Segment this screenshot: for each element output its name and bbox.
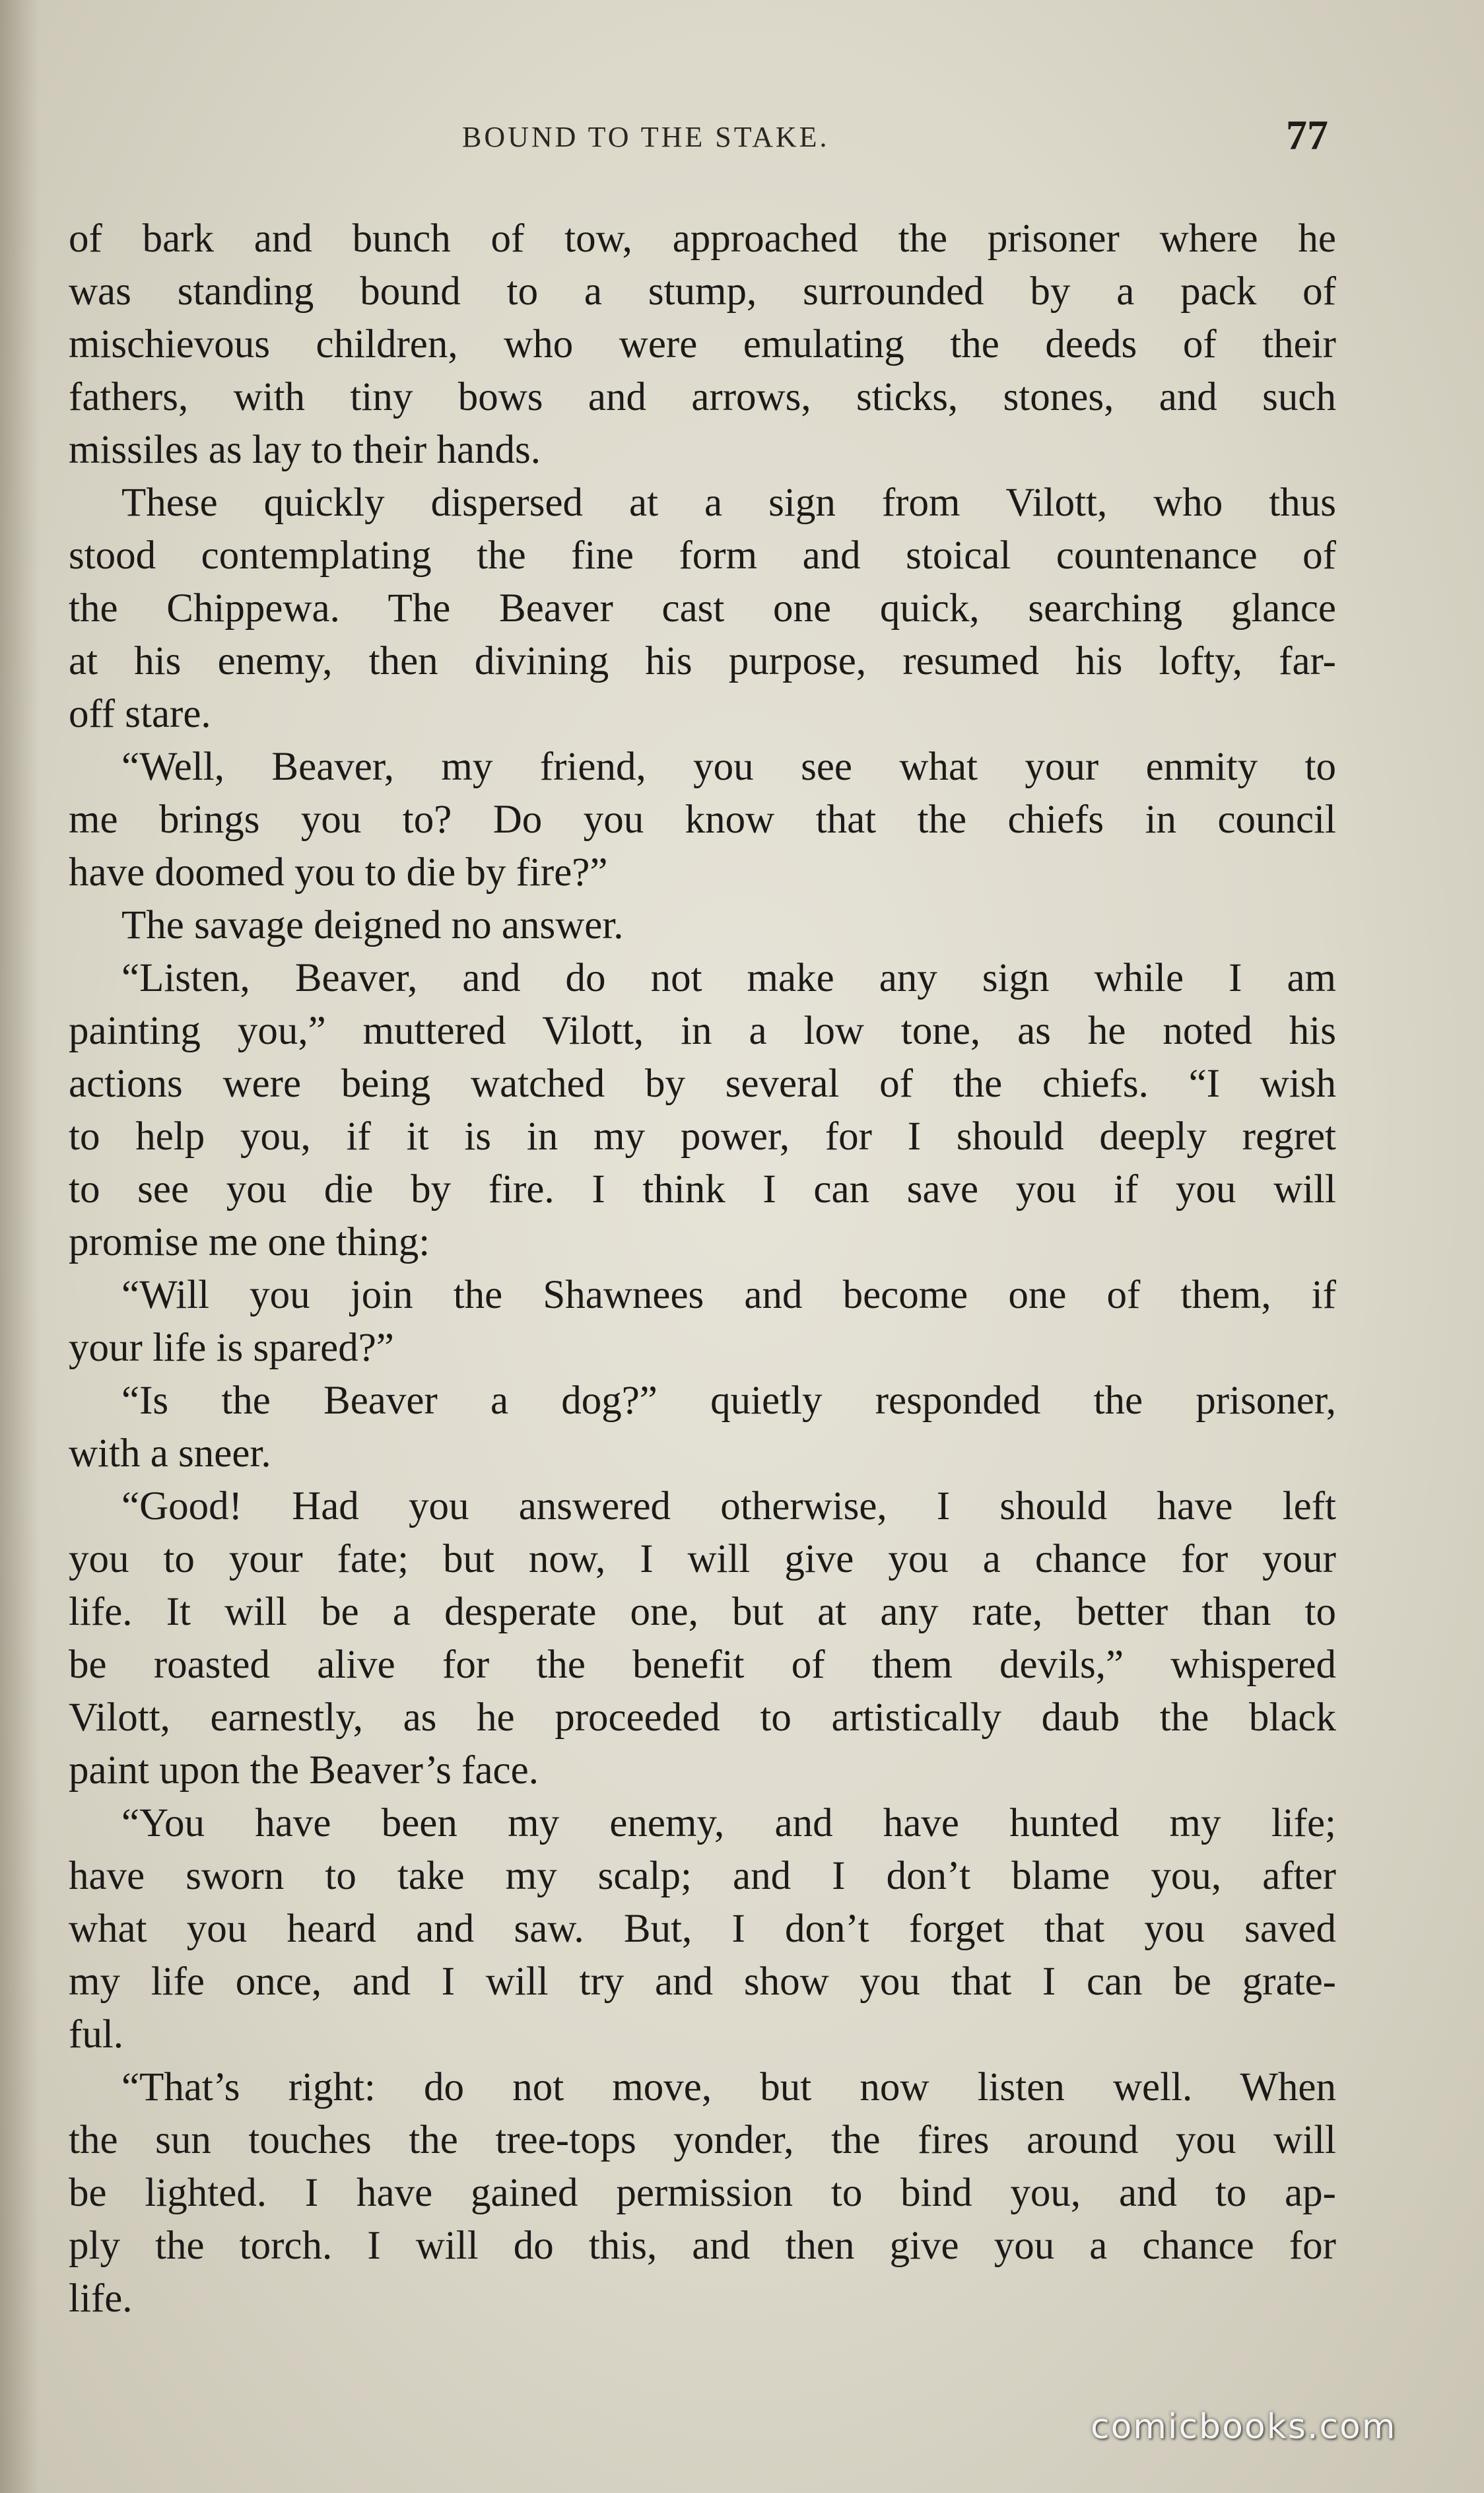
text-line: missiles as lay to their hands. <box>69 428 541 472</box>
text-line: mischievous children, who were emulating the deeds of their <box>69 322 1336 366</box>
watermark: comicbooks.com <box>1091 2407 1397 2447</box>
text-line: ful. <box>69 2012 124 2057</box>
text-line: “Is the Beaver a dog?” quietly responded the prisoner, <box>121 1379 1336 1423</box>
text-line: to help you, if it is in my power, for I should deeply regret <box>69 1114 1336 1159</box>
text-line: with a sneer. <box>69 1431 271 1476</box>
running-head: BOUND TO THE STAKE. <box>462 121 830 153</box>
text-line: “Well, Beaver, my friend, you see what your enmity to <box>121 745 1336 789</box>
text-line: be lighted. I have gained permission to bind you, and to ap- <box>69 2171 1336 2215</box>
text-line: “Will you join the Shawnees and become one of them, if <box>121 1273 1336 1317</box>
text-line: the Chippewa. The Beaver cast one quick, searching glance <box>69 586 1336 631</box>
text-line: was standing bound to a stump, surrounded by a pack of <box>69 269 1336 314</box>
text-line: your life is spared?” <box>69 1326 394 1370</box>
text-line: The savage deigned no answer. <box>121 903 624 947</box>
text-line: life. It will be a desperate one, but at any rate, better than to <box>69 1590 1336 1634</box>
page-number: 77 <box>1286 112 1328 158</box>
text-line: painting you,” muttered Vilott, in a low tone, as he noted his <box>69 1009 1336 1053</box>
text-line: of bark and bunch of tow, approached the prisoner where he <box>69 217 1336 261</box>
text-line: actions were being watched by several of the chiefs. “I wish <box>69 1062 1336 1106</box>
text-line: Vilott, earnestly, as he proceeded to artistically daub the black <box>69 1695 1336 1740</box>
text-line: These quickly dispersed at a sign from Vilott, who thus <box>121 481 1336 525</box>
text-line: life. <box>69 2276 133 2321</box>
text-line: what you heard and saw. But, I don’t forget that you saved <box>69 1907 1336 1951</box>
text-line: fathers, with tiny bows and arrows, sticks, stones, and such <box>69 375 1336 419</box>
text-line: “Listen, Beaver, and do not make any sign while I am <box>121 956 1336 1000</box>
text-line: to see you die by fire. I think I can save you if you will <box>69 1167 1336 1212</box>
text-line: paint upon the Beaver’s face. <box>69 1748 539 1793</box>
text-line: “Good! Had you answered otherwise, I should have left <box>121 1484 1336 1528</box>
text-line: have doomed you to die by fire?” <box>69 850 608 895</box>
page-gutter-shadow <box>0 0 40 2493</box>
text-line: at his enemy, then divining his purpose, resumed his lofty, far- <box>69 639 1336 683</box>
text-line: “You have been my enemy, and have hunted my life; <box>121 1801 1336 1845</box>
text-line: have sworn to take my scalp; and I don’t blame you, after <box>69 1854 1336 1898</box>
text-line: my life once, and I will try and show you that I can be grate- <box>69 1960 1336 2004</box>
text-line: the sun touches the tree-tops yonder, the fires around you will <box>69 2118 1336 2162</box>
body-text <box>69 213 1336 2325</box>
text-line: “That’s right: do not move, but now listen well. When <box>121 2065 1336 2109</box>
text-line: ply the torch. I will do this, and then give you a chance for <box>69 2224 1336 2268</box>
text-line: me brings you to? Do you know that the chiefs in council <box>69 798 1336 842</box>
text-line: promise me one thing: <box>69 1220 430 1264</box>
text-line: be roasted alive for the benefit of them devils,” whispered <box>69 1643 1336 1687</box>
text-line: stood contemplating the fine form and stoical countenance of <box>69 533 1336 578</box>
text-line: you to your fate; but now, I will give you a chance for your <box>69 1537 1336 1581</box>
text-line: off stare. <box>69 692 211 736</box>
